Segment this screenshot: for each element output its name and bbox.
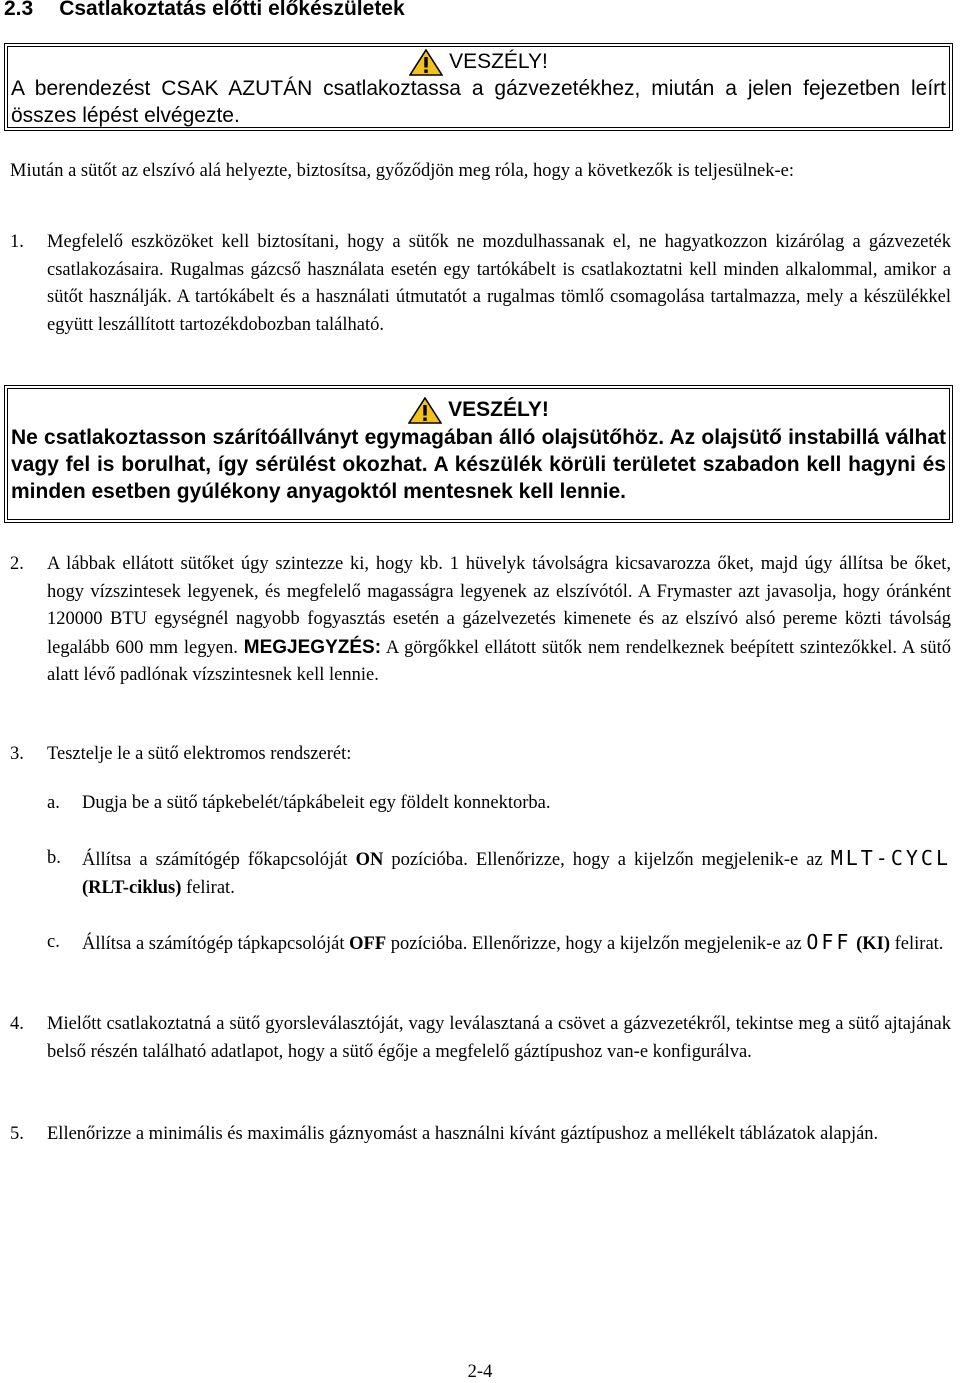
warning-text: Ne csatlakoztasson szárítóállványt egymagában álló olajsütőhöz. Az olajsütő instabillá válhat vagy fel is borulhat, így sérülést okozhat. A készülék körüli területet szabadon kell hagyni és minden esetben gyúlékony anyagoktól mentesnek kell lennie. <box>11 426 946 503</box>
warning-box-2 <box>4 385 953 523</box>
switch-state: OFF <box>349 934 387 954</box>
item-text: Tesztelje le a sütő elektromos rendszerét: <box>47 744 352 764</box>
item-text: Megfelelő eszközöket kell biztosítani, hogy a sütők ne mozdulhassanak el, ne hagyatkozzon kizárólag a gázvezeték csatlakozásaira. <box>47 232 951 280</box>
item-number: 3. <box>10 744 24 764</box>
list-item-2 <box>10 551 951 690</box>
section-heading <box>4 0 405 21</box>
item-number: 5. <box>10 1124 24 1144</box>
note-label: MEGJEGYZÉS: <box>243 636 382 658</box>
list-item-1 <box>10 229 951 339</box>
intro-paragraph: Miután a sütőt az elszívó alá helyezte, biztosítsa, győződjön meg róla, hogy a következők is teljesülnek-e: <box>10 161 794 181</box>
item-text: Ellenőrizze a minimális és maximális gáznyomást a használni kívánt gáztípushoz a mellékelt táblázatok alapján. <box>47 1124 879 1144</box>
sub-item-a <box>47 790 951 818</box>
sub-item-text: Dugja be a sütő tápkebelét/tápkábeleit egy földelt konnektorba. <box>82 793 551 813</box>
item-text: A lábbak ellátott sütőket úgy szintezze ki, hogy kb. 1 hüvelyk távolságra kicsavarozza őket, majd úgy állítsa be őket, hogy vízszintesek legyenek, és megfelelő magasságra legyenek az elszívótól. A Frymaster azt javasolja, hogy óránként 120000 BTU egységnél nagyobb fogyasztás esetén a gázelvezetés kimenete és az elszívó alsó pereme közti távolság legalább 600 mm legyen. <box>47 554 951 658</box>
item-number: 2. <box>10 554 24 574</box>
display-readout: OFF <box>806 930 852 954</box>
sub-item-text: felirat. <box>186 877 235 898</box>
item-text: Mielőtt csatlakoztatná a sütő gyorsleválasztóját, vagy leválasztaná a csövet a gázvezetékről, tekintse meg a sütő ajtajának belső részén található adatlapot, hogy a sütő égője a megfelelő gáztípushoz van-e konfigurálva. <box>47 1014 951 1062</box>
note-text: A görgőkkel ellátott sütők nem rendelkeznek beépített szintezőkkel. A sütő alatt lévő padlónak vízszintesnek kell lennie. <box>47 637 951 685</box>
section-title: Csatlakoztatás előtti előkészületek <box>59 0 405 20</box>
sub-item-b <box>47 845 951 902</box>
sub-item-letter: b. <box>47 848 61 868</box>
list-item-3 <box>10 741 951 769</box>
sub-item-text: felirat. <box>894 934 944 954</box>
sub-item-text: Állítsa a számítógép főkapcsolóját <box>82 850 348 870</box>
sub-item-c <box>47 929 951 959</box>
item-text-continued: Rugalmas gázcső használata esetén egy tartókábelt is csatlakoztatni kell minden alkalommal, amikor a sütőt használják. A tartókábelt és a használati útmutatót a rugalmas tömlő csomagolása tartalmazza, mely a készülékkel együtt leszállított tartozékdobozban található. <box>47 259 952 335</box>
item-number: 4. <box>10 1014 24 1034</box>
warning-label: VESZÉLY! <box>449 50 548 73</box>
sub-item-letter: c. <box>47 932 60 952</box>
warning-triangle-icon <box>409 49 443 76</box>
list-item-5 <box>10 1121 951 1149</box>
display-label: (KI) <box>856 934 891 954</box>
display-readout: MLT-CYCL <box>830 846 952 870</box>
warning-box-1 <box>4 43 953 131</box>
item-number: 1. <box>10 232 24 252</box>
sub-item-text: Állítsa a számítógép tápkapcsolóját <box>82 934 345 954</box>
sub-item-letter: a. <box>47 793 60 813</box>
warning-label: VESZÉLY! <box>448 398 549 421</box>
warning-header <box>5 397 952 423</box>
sub-item-text: pozícióba. Ellenőrizze, hogy a kijelzőn megjelenik-e az <box>390 934 802 954</box>
warning-triangle-icon <box>408 397 442 424</box>
display-label: (RLT-ciklus) <box>82 877 182 898</box>
section-number: 2.3 <box>4 0 34 20</box>
warning-text: A berendezést CSAK AZUTÁN csatlakoztassa a gázvezetékhez, miután a jelen fejezetben leírt összes lépést elvégezte. <box>11 77 946 127</box>
switch-state: ON <box>355 850 384 870</box>
sub-item-text: pozícióba. Ellenőrizze, hogy a kijelzőn megjelenik-e az <box>391 850 823 870</box>
warning-header <box>5 49 952 75</box>
list-item-4 <box>10 1011 951 1066</box>
page-number: 2-4 <box>467 1362 493 1382</box>
